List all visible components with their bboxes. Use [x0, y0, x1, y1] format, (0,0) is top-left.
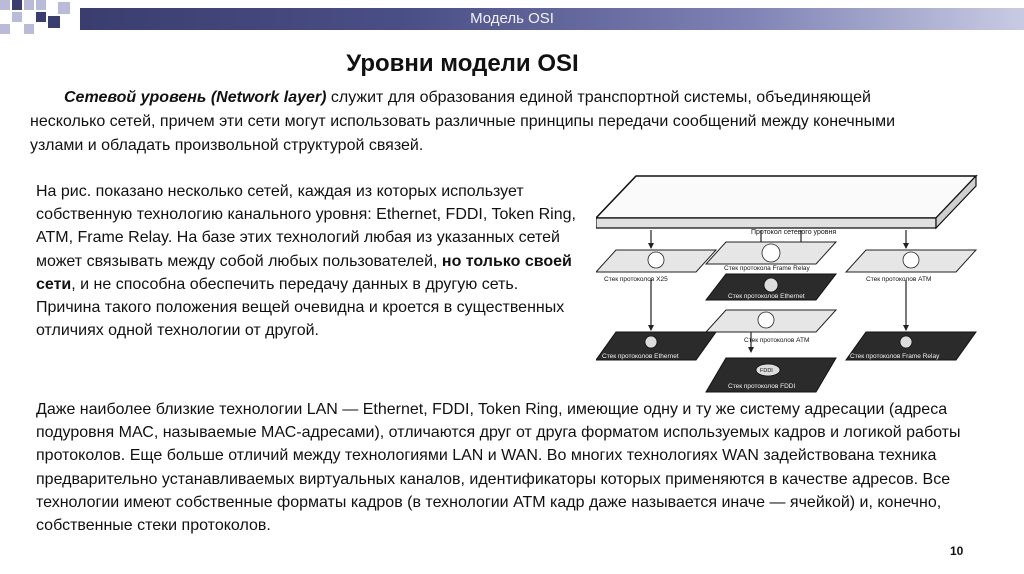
- network-layer-label: Протокол сетевого уровня: [751, 229, 837, 236]
- page-number: 10: [950, 544, 964, 558]
- atm-right-stack-label: Стек протоколов ATM: [866, 276, 932, 283]
- network-layers-diagram: [596, 170, 978, 398]
- atm-center-stack-label: Стек протоколов ATM: [744, 337, 810, 344]
- networks-bold-text: но только своей сети: [36, 252, 572, 293]
- intro-paragraph: [30, 86, 940, 158]
- frame-relay-right-stack-label: Стек протоколов Frame Relay: [850, 353, 940, 360]
- header-band: [0, 0, 1024, 34]
- fddi-ring-label: FDDI: [760, 368, 773, 374]
- atm-center-stack-layer: [706, 310, 836, 344]
- x25-stack-layer: [596, 250, 716, 283]
- frame-relay-stack-label: Стек протокола Frame Relay: [724, 265, 810, 272]
- slide-title: Модель OSI: [470, 10, 554, 27]
- network-layer-term: Сетевой уровень (Network layer): [64, 89, 327, 106]
- networks-text-after: , и не способна обеспечить передачу данных в другую сеть. Причина такого положения вещей очевидна и кроется в существенных отличиях одной технологии от другой.: [36, 275, 565, 340]
- frame-relay-right-stack-layer: [846, 332, 976, 360]
- ethernet-mid-stack-layer: [706, 274, 836, 300]
- network-layer-slab: [596, 176, 976, 236]
- fddi-stack-layer: [706, 358, 836, 392]
- x25-stack-label: Стек протоколов X25: [604, 276, 668, 283]
- frame-relay-stack-layer: [706, 242, 836, 272]
- fddi-stack-label: Стек протоколов FDDI: [728, 383, 796, 390]
- ethernet-mid-stack-label: Стек протоколов Ethernet: [728, 293, 805, 300]
- ethernet-left-stack-label: Стек протоколов Ethernet: [602, 353, 679, 360]
- intro-text: служит для образования единой транспортной системы, объединяющей несколько сетей, причем эти сети могут использовать различные принципы передачи сообщений между конечными узлами и обладать произвольной структурой связей.: [30, 89, 896, 154]
- atm-right-stack-layer: [846, 250, 976, 283]
- networks-text-before: На рис. показано несколько сетей, каждая из которых использует собственную технологию канального уровня: Ethernet, FDDI, Token Ring, ATM, Frame Relay. На базе этих технологий любая из указанных сетей может связывать между собой любых пользователей,: [36, 183, 576, 270]
- slide-heading: Уровни модели OSI: [346, 50, 579, 77]
- ethernet-left-stack-layer: [596, 332, 716, 360]
- networks-paragraph: [36, 180, 584, 342]
- technologies-paragraph: Даже наиболее близкие технологии LAN — Ethernet, FDDI, Token Ring, имеющие одну и ту же систему адресации (адреса подуровня МАС, называемые МАС-адресами), отличаются друг от друга форматом используемых кадров и логикой работы протоколов. Еще больше отличий между технологиями LAN и WAN. Во многих технологиях WAN задействована техника предварительно устанавливаемых виртуальных каналов, идентификаторы которых применяются в качестве адресов. Все технологии имеют собственные форматы кадров (в технологии АТМ кадр даже называется иначе — ячейкой) и, конечно, собственные стеки протоколов.: [36, 401, 961, 535]
